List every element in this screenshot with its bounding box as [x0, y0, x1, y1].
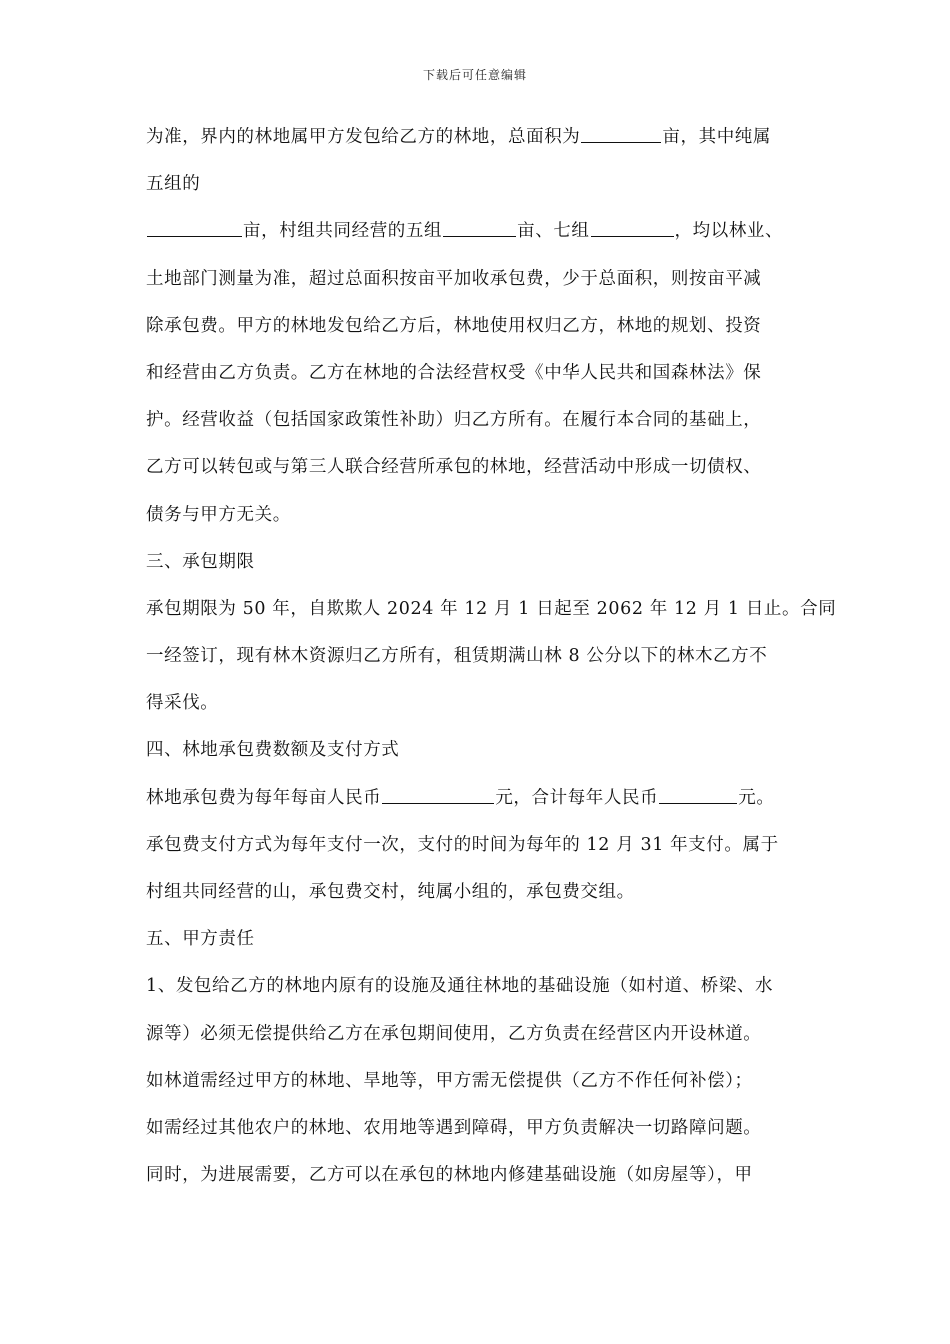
- fill-in-blank: [591, 216, 674, 237]
- text-line: [146, 594, 837, 641]
- text-line: [146, 877, 818, 924]
- fill-in-blank: [147, 216, 242, 237]
- text-line: [146, 405, 818, 452]
- text-segment: 亩，村组共同经营的五组: [243, 221, 443, 242]
- text-line: [146, 971, 818, 1018]
- text-line: [146, 735, 818, 782]
- text-segment: 承包费支付方式为每年支付一次，支付的时间为每年的 12 月 31 年支付。属于: [146, 834, 779, 855]
- text-segment: 亩、七组: [517, 221, 590, 242]
- text-segment: 得采伐。: [146, 693, 219, 714]
- text-line: [146, 1113, 818, 1160]
- text-line: [146, 924, 818, 971]
- fill-in-blank: [581, 122, 661, 143]
- text-line: [146, 1160, 818, 1207]
- text-line: [146, 641, 818, 688]
- text-segment: ，均以林业、: [674, 221, 784, 242]
- text-segment: 如需经过其他农户的林地、农用地等遇到障碍，甲方负责解决一切路障问题。: [146, 1117, 762, 1138]
- fill-in-blank: [443, 216, 516, 237]
- text-line: [146, 547, 818, 594]
- text-segment: 源等）必须无偿提供给乙方在承包期间使用，乙方负责在经营区内开设林道。: [146, 1023, 762, 1044]
- text-line: [146, 1019, 818, 1066]
- text-segment: 和经营由乙方负责。乙方在林地的合法经营权受《中华人民共和国森林法》保: [146, 362, 762, 383]
- text-segment: 护。经营收益（包括国家政策性补助）归乙方所有。在履行本合同的基础上，: [146, 410, 762, 431]
- text-segment: 元。: [738, 787, 775, 808]
- text-line: [146, 358, 818, 405]
- page-header-note: 下载后可任意编辑: [422, 68, 527, 82]
- text-segment: 为准，界内的林地属甲方发包给乙方的林地，总面积为: [146, 127, 581, 147]
- text-segment: 乙方可以转包或与第三人联合经营所承包的林地，经营活动中形成一切债权、: [146, 457, 762, 478]
- text-line: [146, 311, 818, 358]
- text-segment: 除承包费。甲方的林地发包给乙方后，林地使用权归乙方，林地的规划、投资: [146, 315, 762, 336]
- text-line: [146, 783, 818, 830]
- text-segment: 一经签订，现有林木资源归乙方所有，租赁期满山林 8 公分以下的林木乙方不: [146, 646, 768, 667]
- text-segment: 林地承包费为每年每亩人民币: [146, 787, 382, 808]
- text-segment: 四、林地承包费数额及支付方式: [146, 740, 400, 761]
- text-line: [146, 216, 818, 263]
- text-segment: 1、发包给乙方的林地内原有的设施及通往林地的基础设施（如村道、桥梁、水: [146, 976, 774, 997]
- text-segment: 五、甲方责任: [146, 929, 255, 950]
- text-line: [146, 169, 818, 216]
- text-line: [146, 830, 818, 877]
- text-line: [146, 122, 818, 169]
- text-segment: 亩，其中纯属: [662, 127, 772, 147]
- text-segment: 三、承包期限: [146, 551, 255, 572]
- text-segment: 同时，为进展需要，乙方可以在承包的林地内修建基础设施（如房屋等），甲: [146, 1165, 753, 1186]
- text-line: [146, 1066, 818, 1113]
- text-line: [146, 688, 818, 735]
- text-segment: 五组的: [146, 174, 201, 195]
- contract-body: [146, 122, 837, 1207]
- text-segment: 土地部门测量为准，超过总面积按亩平加收承包费，少于总面积，则按亩平减: [146, 268, 762, 289]
- fill-in-blank: [382, 783, 494, 804]
- text-line: [146, 452, 818, 499]
- text-line: [146, 264, 818, 311]
- text-segment: 承包期限为 50 年，自欺欺人 2024 年 12 月 1 日起至 2062 年 12 月 1 日止。合同: [146, 598, 837, 619]
- text-segment: 村组共同经营的山，承包费交村，纯属小组的，承包费交组。: [146, 882, 635, 902]
- text-line: [146, 500, 818, 547]
- text-segment: 债务与甲方无关。: [146, 504, 291, 525]
- text-segment: 元，合计每年人民币: [495, 787, 659, 808]
- text-segment: 如林道需经过甲方的林地、旱地等，甲方需无偿提供（乙方不作任何补偿）；: [146, 1070, 753, 1091]
- fill-in-blank: [659, 783, 737, 804]
